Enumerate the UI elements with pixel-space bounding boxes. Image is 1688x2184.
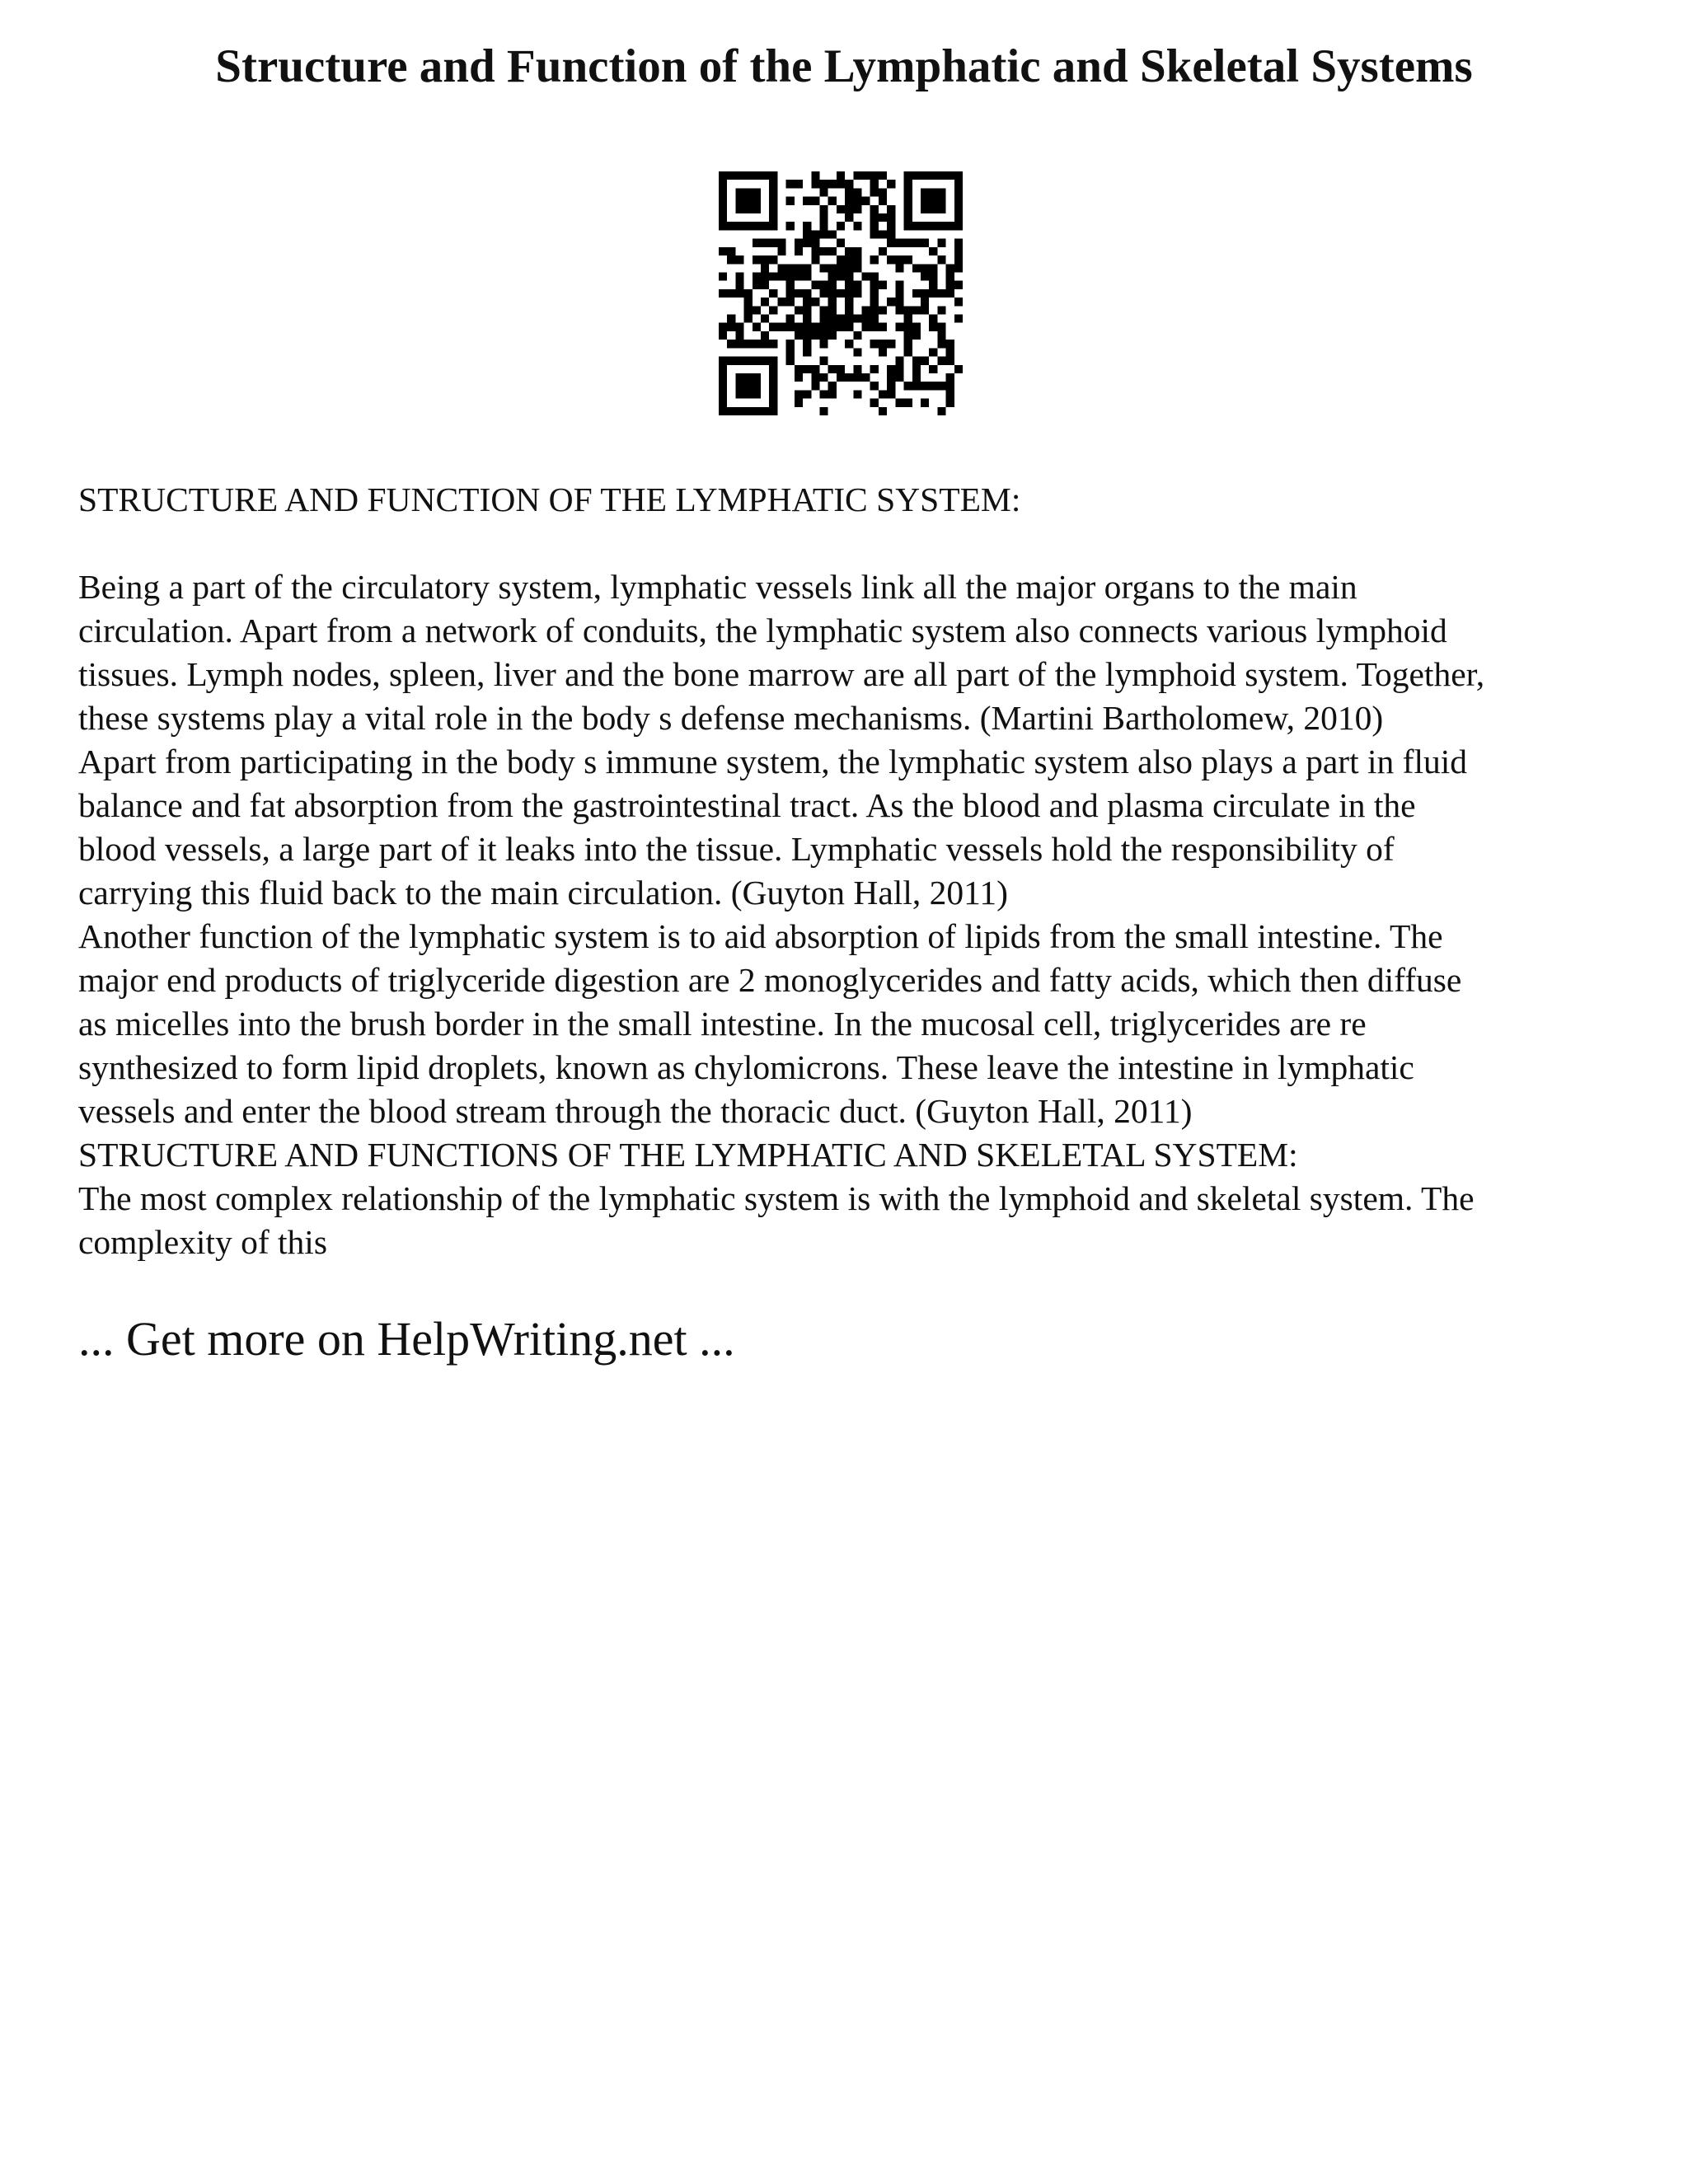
qr-code bbox=[719, 171, 963, 415]
body-line: vessels and enter the blood stream through the thoracic duct. (Guyton Hall, 2011) bbox=[78, 1092, 1193, 1130]
body-line: major end products of triglyceride digestion are 2 monoglycerides and fatty acids, which then diffuse bbox=[78, 961, 1462, 999]
body-line: circulation. Apart from a network of conduits, the lymphatic system also connects various lymphoid bbox=[78, 612, 1447, 649]
body-line: these systems play a vital role in the body s defense mechanisms. (Martini Bartholomew, 2010) bbox=[78, 699, 1384, 737]
body-line: carrying this fluid back to the main circulation. (Guyton Hall, 2011) bbox=[78, 874, 1008, 912]
document-title: Structure and Function of the Lymphatic and Skeletal Systems bbox=[215, 40, 1473, 92]
body-line: complexity of this bbox=[78, 1223, 327, 1261]
body-line: blood vessels, a large part of it leaks into the tissue. Lymphatic vessels hold the responsibility of bbox=[78, 830, 1395, 868]
section-heading-skeletal: STRUCTURE AND FUNCTIONS OF THE LYMPHATIC AND SKELETAL SYSTEM: bbox=[78, 1136, 1298, 1174]
qr-code-graphic bbox=[719, 171, 963, 415]
body-line: balance and fat absorption from the gastrointestinal tract. As the blood and plasma circulate in the bbox=[78, 786, 1416, 824]
body-line: tissues. Lymph nodes, spleen, liver and the bone marrow are all part of the lymphoid system. Together, bbox=[78, 655, 1485, 693]
body-line: as micelles into the brush border in the small intestine. In the mucosal cell, triglycerides are re bbox=[78, 1005, 1367, 1043]
body-line: Apart from participating in the body s immune system, the lymphatic system also plays a part in fluid bbox=[78, 743, 1468, 780]
get-more-link[interactable]: ... Get more on HelpWriting.net ... bbox=[78, 1312, 735, 1366]
body-line: synthesized to form lipid droplets, known as chylomicrons. These leave the intestine in lymphatic bbox=[78, 1048, 1414, 1086]
document-body bbox=[78, 478, 1628, 1264]
body-line: Being a part of the circulatory system, lymphatic vessels link all the major organs to the main bbox=[78, 568, 1357, 606]
body-line: Another function of the lymphatic system is to aid absorption of lipids from the small intestine. The bbox=[78, 917, 1443, 955]
body-line: The most complex relationship of the lymphatic system is with the lymphoid and skeletal system. The bbox=[78, 1179, 1475, 1217]
section-heading-lymphatic: STRUCTURE AND FUNCTION OF THE LYMPHATIC SYSTEM: bbox=[78, 480, 1021, 518]
